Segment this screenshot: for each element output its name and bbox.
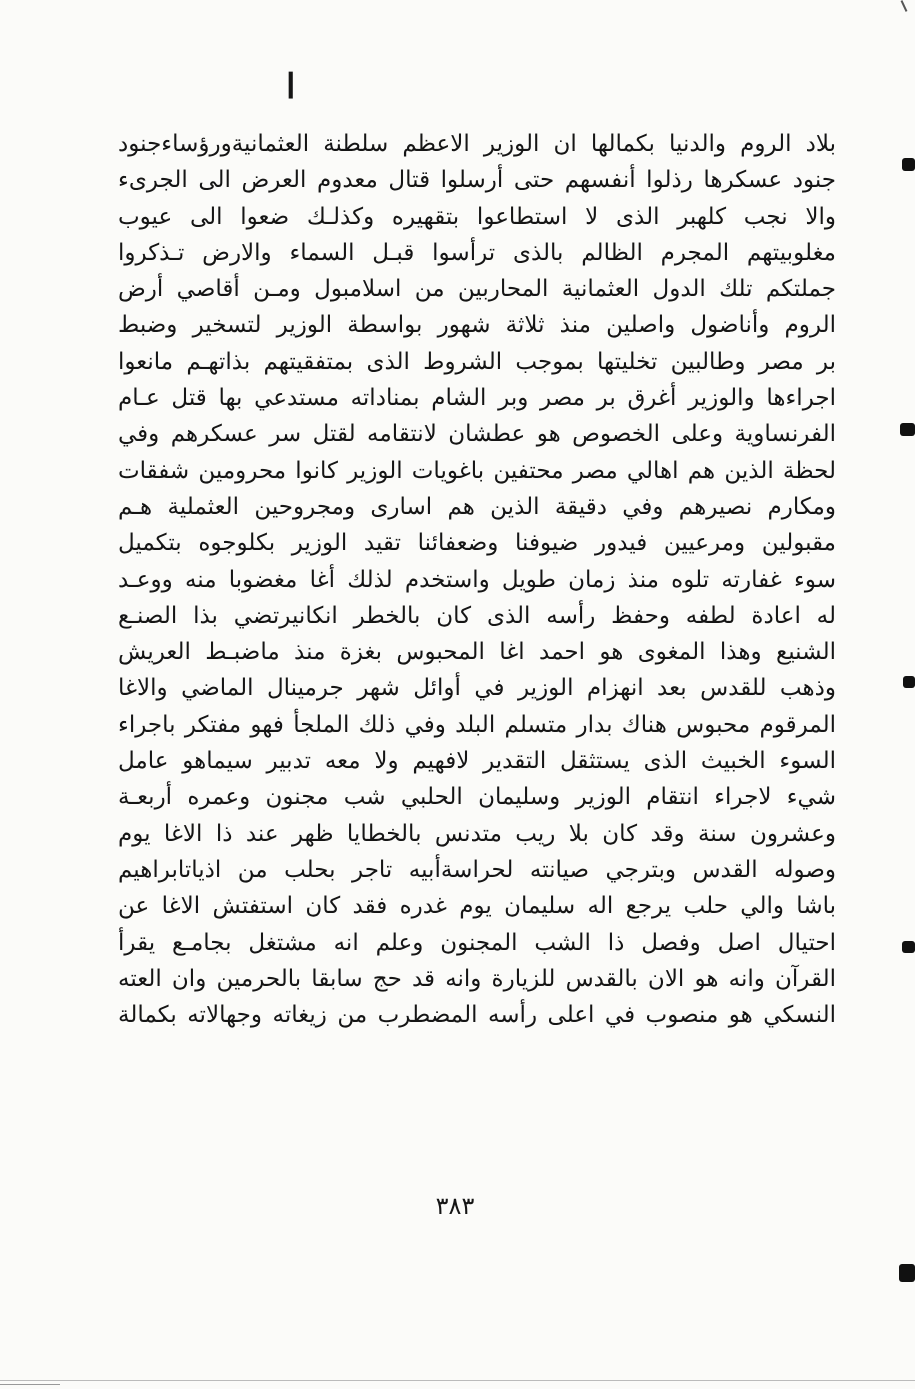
text-line: بلاد الروم والدنيا بكمالها ان الوزير الاعظم سلطنة العثمانيةورؤساءجنود — [118, 131, 836, 157]
text-line: لحظة الذين هم اهالي مصر محتفين باغويات الوزير كانوا محرومين شفقات — [118, 457, 836, 484]
binding-hole-mark — [899, 1264, 915, 1282]
text-line: وصوله القدس وبترجي صيانته لحراسةأبيه تاجر بحلب من اذياتابراهيم — [118, 856, 836, 883]
binding-hole-mark — [900, 423, 915, 436]
text-line: اجراءها والوزير أغرق بر مصر وبر الشام بمناداته مستدعي بها قتل عـام — [118, 385, 836, 412]
text-line: السوء الخبيث الذى يستثقل التقدير لافهيم ولا معه تدبير سيماهو عامل — [118, 748, 836, 775]
text-line: والا نجب كلهبر الذى لا استطاعوا بتقهيره وكذلـك ضعوا الى عيوب — [118, 203, 836, 230]
text-line: الروم وأناضول واصلين منذ ثلاثة شهور بواسطة الوزير لتسخير وضبط — [118, 312, 836, 339]
scan-edge-line — [0, 1380, 915, 1381]
binding-hole-mark — [902, 158, 915, 171]
text-line: ومكارم نصيرهم وفي دقيقة الذين هم اسارى ومجروحين العثملية هـم — [118, 493, 836, 520]
text-line: الشنيع وهذا المغوى هو احمد اغا المحبوس بغزة منذ ماضبـط العريش — [118, 639, 836, 666]
text-line: شيء لاجراء انتقام الوزير وسليمان الحلبي شب مجنون وعمره أربعـة — [118, 784, 836, 811]
binding-hole-mark — [903, 676, 915, 688]
binding-hole-mark — [902, 941, 915, 953]
text-line: الفرنساوية وعلى الخصوص هو عطشان لانتقامه لقتل سر عسكرهم وفي — [118, 421, 836, 448]
text-line: النسكي هو منصوب في اعلى رأسه المضطرب من زيغاته وجهالاته بكمالة — [118, 1002, 836, 1029]
text-line: له اعادة لطفه وحفظ رأسه الذى كان بالخطر انكانيرتضي بذا الصنـع — [118, 602, 836, 629]
scan-edge-line — [0, 1384, 60, 1385]
text-line: باشا والي حلب يرجع اله سليمان يوم غدره فقد كان استفتش الاغا عن — [118, 893, 836, 920]
text-line: جنود عسكرها رذلوا أنفسهم حتى أرسلوا قتال معدوم العرض الى الجرىء — [118, 167, 836, 194]
text-line: احتيال اصل وفصل ذا الشب المجنون وعلم انه مشتغل بجامـع يقرأ — [118, 929, 836, 956]
text-line: القرآن وانه هو الان بالقدس للزيارة وانه قد حج سابقا بالحرمين وان العته — [118, 965, 836, 992]
top-mark: ا — [286, 67, 296, 107]
text-line: مغلوبيتهم المجرم الظالم بالذى ترأسوا قبـل السماء والارض تـذكروا — [118, 239, 836, 266]
text-line: وذهب للقدس بعد انهزام الوزير في أوائل شهر جرمينال الماضي والاغا — [118, 675, 836, 702]
body-text — [118, 126, 836, 1033]
page-number: ٣٨٣ — [435, 1192, 475, 1220]
text-line: المرقوم محبوس هناك بدار متسلم البلد وفي ذلك الملجأ فهو مفتكر باجراء — [118, 711, 836, 738]
text-line: سوء غفارته تلوه منذ زمان طويل واستخدم لذلك أغا مغضوبا منه ووعـد — [118, 566, 836, 593]
text-line: جملتكم تلك الدول العثمانية المحاربين من اسلامبول ومـن أقاصي أرض — [118, 276, 836, 303]
text-line: وعشرون سنة وقد كان بلا ريب متدنس بالخطايا ظهر عند ذا الاغا يوم — [118, 820, 836, 847]
scan-speck — [901, 0, 908, 12]
text-line: مقبولين ومرعيين فيدور ضيوفنا وضعفائنا تقيد الوزير بكلوجوه بتكميل — [118, 530, 836, 557]
text-line: بر مصر وطالبين تخليتها بموجب الشروط الذى بمتفقيتهم بذاتهـم مانعوا — [118, 348, 836, 375]
